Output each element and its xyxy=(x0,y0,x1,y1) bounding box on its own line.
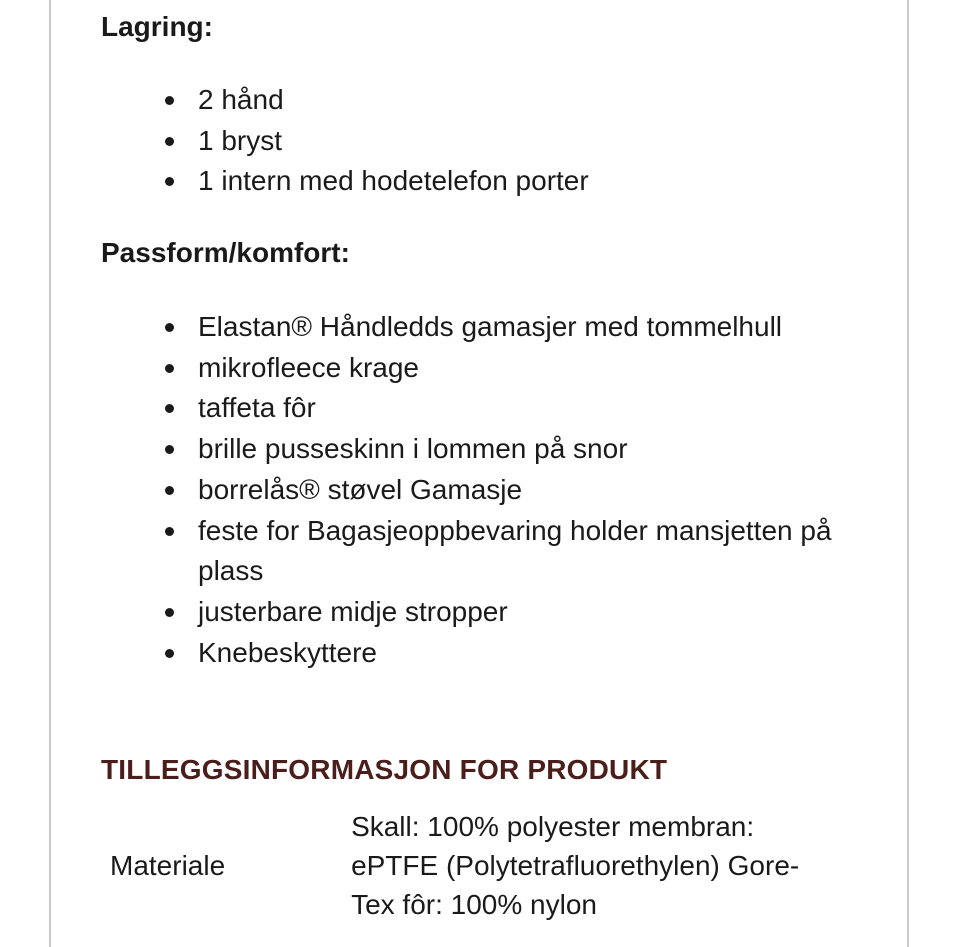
list-item: feste for Bagasjeoppbevaring holder mansjetten på plass xyxy=(101,511,841,592)
bullet-icon xyxy=(165,177,174,186)
additional-info-title: TILLEGGSINFORMASJON FOR PRODUKT xyxy=(101,754,668,785)
list-item: 2 hånd xyxy=(101,80,841,121)
list-item: Elastan® Håndledds gamasjer med tommelhull xyxy=(101,307,841,348)
bullet-icon xyxy=(165,608,174,617)
list-item: Knebeskyttere xyxy=(101,633,841,674)
additional-info-table xyxy=(101,807,841,924)
bullet-icon xyxy=(165,137,174,146)
list-item: taffeta fôr xyxy=(101,388,841,429)
bullet-icon xyxy=(165,323,174,332)
list-item: borrelås® støvel Gamasje xyxy=(101,470,841,511)
bullet-icon xyxy=(165,404,174,413)
fit-list xyxy=(101,307,841,673)
table-cell-label: Materiale xyxy=(110,850,226,881)
bullet-icon xyxy=(165,96,174,105)
list-item: 1 intern med hodetelefon porter xyxy=(101,161,841,202)
bullet-icon xyxy=(165,527,174,536)
storage-heading: Lagring: xyxy=(101,11,213,42)
fit-heading: Passform/komfort: xyxy=(101,237,350,268)
storage-list xyxy=(101,80,841,202)
list-item: justerbare midje stropper xyxy=(101,592,841,633)
bullet-icon xyxy=(165,364,174,373)
table-cell-value: Skall: 100% polyester membran: ePTFE (Polytetrafluorethylen) Gore-Tex fôr: 100% nylon xyxy=(351,811,800,920)
bullet-icon xyxy=(165,649,174,658)
list-item: brille pusseskinn i lommen på snor xyxy=(101,429,841,470)
bullet-icon xyxy=(165,445,174,454)
bullet-icon xyxy=(165,486,174,495)
list-item: 1 bryst xyxy=(101,121,841,162)
table-row xyxy=(101,807,841,924)
list-item: mikrofleece krage xyxy=(101,348,841,389)
